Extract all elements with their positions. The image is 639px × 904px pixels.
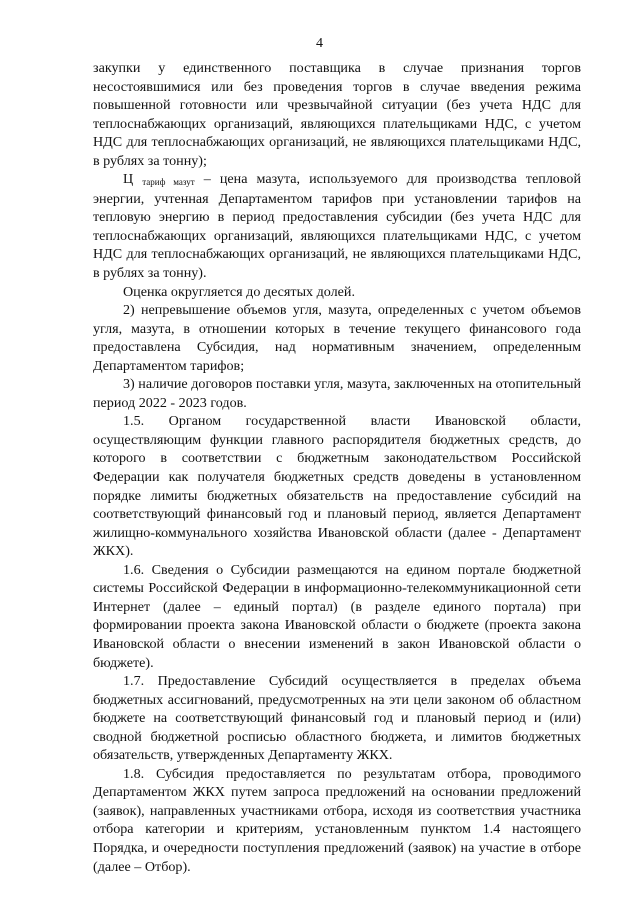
paragraph-section-1-6: 1.6. Сведения о Субсидии размещаются на едином портале бюджетной системы Российской Федерации в информационно-телекоммуникационной сети Интернет (далее – единый портал) (в разделе единого портала) при формировании проекта закона Ивановской области о бюджете (проекта закона Ивановской области о внесении изменений в закон Ивановской области о бюджете). <box>93 561 581 671</box>
formula-subscript: тариф мазут <box>142 177 195 188</box>
paragraph-fuel-oil-price-text: – цена мазута, используемого для производства тепловой энергии, учтенная Департаментом тарифов при установлении тарифов на тепловую энергию в период предоставления субсидии (без учета НДС для теплоснабжающих организаций, являющихся плательщиками НДС, с учетом НДС для теплоснабжающих организаций, не являющихся плательщиками НДС, в рублях за тонну). <box>93 171 581 282</box>
paragraph-section-1-7: 1.7. Предоставление Субсидий осуществляется в пределах объема бюджетных ассигнований, предусмотренных на эти цели законом об областном бюджете на соответствующий финансовый год и плановый период и (или) сводной бюджетной росписью областного бюджета, и лимитов бюджетных обязательств, утвержденных Департаменту ЖКХ. <box>93 673 581 764</box>
paragraph-procurement-continuation: закупки у единственного поставщика в случае признания торгов несостоявшимися или без проведения торгов в случае введения режима повышенной готовности или чрезвычайной ситуации (без учета НДС для теплоснабжающих организаций, являющихся плательщиками НДС, с учетом НДС для теплоснабжающих организаций, не являющихся плательщиками НДС, в рублях за тонну); <box>93 60 581 169</box>
paragraph-section-1-8: 1.8. Субсидия предоставляется по результатам отбора, проводимого Департаментом ЖКХ путем запроса предложений на основании предложений (заявок), направленных участниками отбора, исходя из соответствия участника отбора категории и критериям, установленным пунктом 1.4 настоящего Порядка, и очередности поступления предложений (заявок) на участие в отборе (далее – Отбор). <box>93 765 581 875</box>
paragraph-section-1-5: 1.5. Органом государственной власти Ивановской области, осуществляющим функции главного распорядителя бюджетных средств, до которого в соответствии с бюджетным законодательством Российской Федерации как получателя бюджетных средств доведены в установленном порядке лимиты бюджетных обязательств на предоставление субсидий на соответствующий финансовый год и плановый период, является Департамент жилищно-коммунального хозяйства Ивановской области (далее - Департамент ЖКХ). <box>93 413 581 560</box>
paragraph-fuel-oil-price <box>93 170 581 282</box>
paragraph-item-3: 3) наличие договоров поставки угля, мазута, заключенных на отопительный период 2022 - 2023 годов. <box>93 376 581 411</box>
paragraph-rounding-note: Оценка округляется до десятых долей. <box>123 283 356 300</box>
page-number: 4 <box>316 36 323 51</box>
formula-symbol: Ц <box>123 171 134 188</box>
paragraph-item-2: 2) непревышение объемов угля, мазута, определенных с учетом объемов угля, мазута, в отношении которых в течение текущего финансового года предоставлена Субсидия, над нормативным значением, определенным Департаментом тарифов; <box>93 302 581 374</box>
document-body <box>93 59 581 876</box>
